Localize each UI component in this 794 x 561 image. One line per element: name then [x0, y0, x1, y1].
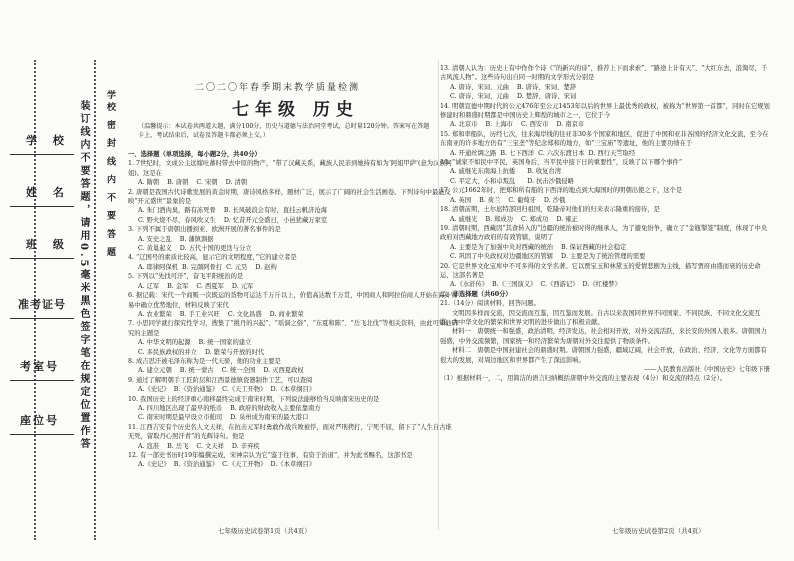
- binding-margin: [6, 60, 116, 540]
- school-label: 学 校: [26, 134, 70, 147]
- question-options[interactable]: A. 四川地区出现了最早的纸币 B. 政府的财政收入主要依靠南方 C. 南宋时期是最早设立市舶司 D. 泉州成为南宋的最大港口: [138, 404, 321, 422]
- question-text: 3. 下列不属于唐朝出播到亚、欧洲开展的著名事件的是: [128, 226, 281, 234]
- question-text: 6. 据记载：宋代一个商贩一次既运的货物可运达千万斤以上，价值高达数千万贯，中国商人和阿拉伯商人开始在海外贸易中确立优势地位，材料反映了宋代: [128, 292, 458, 309]
- class-label: 班 级: [26, 238, 70, 251]
- question-item: [128, 357, 458, 376]
- seat-label: 座位号: [20, 414, 59, 427]
- question-text: 4. “辽国号的素质比较高，显示它的文明程度，”它的建立者是: [128, 254, 297, 262]
- room-field[interactable]: [6, 358, 78, 398]
- question-21-heading: 21.（14分）阅读材料，回答问题。: [440, 300, 540, 308]
- question-21-lead: 文明因多样而交流，因交流而互鉴，因互鉴而发展。自古以来我国同世界不同国家、不同民族、不同文化交流互鉴，为中华文化的繁荣和世界文明的进步做出了积极贡献。: [440, 309, 761, 326]
- school-field[interactable]: [6, 132, 78, 172]
- question-item: [440, 262, 770, 290]
- room-label: 考室号: [20, 360, 59, 373]
- question-list-left: [128, 159, 458, 469]
- question-options[interactable]: A.《史记》 B.《资治通鉴》 C.《天工开物》 D.《本草纲目》: [138, 386, 316, 394]
- left-column: [128, 150, 458, 520]
- question-item: [440, 224, 770, 262]
- exam-number-label: 准考证号: [18, 298, 66, 311]
- question-options[interactable]: A. 开通丝绸之路 B. 七下西洋 C. 六次东渡日本 D. 西行天竺取经: [450, 149, 636, 157]
- material-1: 材料一 唐朝统一和强盛，政治清明，经济发达，社会相对开放，对外交流活跃，来长安的外国人很多。唐朝国力强盛，中外交流频繁，国家统一和经济繁荣为唐朝对外交往提供了物质条件。: [440, 328, 767, 345]
- question-text: 14. 明朝宣德中期时代的公元476年至公元1453年以后的世界上最优秀的政权，被称为“世界第一首都”，同时在它规划修建时和鼎盛时期都是中国历史上辉煌的城市之一，它位于今: [440, 102, 770, 120]
- question-options[interactable]: A. 耶律阿保机 B. 完颜阿骨打 C. 元昊 D. 赵构: [138, 263, 277, 271]
- question-item: [128, 188, 458, 226]
- question-options[interactable]: A. 中华文明的起源 B. 统一国家的建立 C. 多民族政权的并立 D. 繁荣与开放的时代: [138, 339, 265, 356]
- question-text: 2. 唐朝是我国古代诗歌发展的黄金时期，唐诗风格多样，题材广泛，展示了广阔的社会生活画卷。下列诗句中最能反映“开元盛世”景象的是: [128, 188, 451, 206]
- section-heading: 一、选择题（单项选择，每小题2分，共40分）: [128, 151, 261, 158]
- question-text: 10. 我国历史上的经济重心南移最终完成于南宋时期，下列说法能够恰当反映南宋历史的是: [128, 395, 380, 403]
- question-item: [128, 291, 458, 319]
- question-item: [128, 272, 458, 291]
- seal-notice: 装订线内不要答题，请用0.5毫米黑色签字笔在规定位置作答: [78, 100, 89, 452]
- question-text: 9. 通过了解明朝手工匠阶层和江西景德镇瓷器制作工艺，可以查阅: [128, 376, 313, 384]
- question-options[interactable]: A. 辽军 B. 金军 C. 西夏军 D. 元军: [138, 282, 254, 290]
- material-2: 材料二 唐朝是中国封建社会的鼎盛时期。唐朝国力强盛，疆域辽阔，社会开放，在政治、经济、文化等方面都有很大的发展，对周边地区和世界都产生了深远影响。: [440, 347, 767, 364]
- question-options[interactable]: A. 隋朝 B. 唐朝 C. 宋朝 D. 清朝: [138, 179, 247, 187]
- question-text: 11. 江西吉安有个历史名人文天祥，在抗击元军时勇敢作战兵败被俘，面对严刑拷打，宁死不屈，留下了“人生自古谁无死，留取丹心照汗青”的光辉诗句。他是: [128, 423, 452, 441]
- question-list-right: [440, 64, 770, 290]
- question-text: 15. 郑和率船队，历经七次，往来海岸线的往亚非30多个国家和地区，促进了中国和亚非各国的经济文化交流，至今在东南亚的许多地方仍有“三宝垄”等纪念郑和的地方，如“三宝庙”等遗址，他的主要功绩在于: [440, 130, 769, 148]
- seal-dotted-line: [94, 60, 104, 540]
- question-options[interactable]: A. 北京市 B. 上海市 C. 西安市 D. 南京市: [450, 121, 585, 129]
- question-options[interactable]: A. 戚继光 B. 郑成功 C. 郑成功 D. 雍正: [450, 215, 578, 223]
- question-options[interactable]: A. 建立元朝 B. 统一蒙古 C. 统一全国 D. 灭西夏政权: [138, 367, 304, 375]
- material-source: ——人民教育出版社《中国历史》七年级下册: [644, 366, 770, 373]
- seal-label: 学校 密 封 线 内 不 要 答 题: [105, 90, 115, 260]
- question-options[interactable]: A. 主要是为了加强中央对西藏的统治 B. 保证西藏的社会稳定 C. 巩固了中央政权对边疆地区的管辖 D. 主要是为了统治管理的需要: [450, 243, 646, 261]
- question-text: 17. 公元1662年时，把郑和所有船的下西洋的地点到大海国时的明朝出使之下，这个是: [440, 187, 683, 195]
- question-item: [128, 253, 458, 272]
- question-item: [440, 205, 770, 224]
- question-options[interactable]: A. 戚继光东南海上抗倭 B. 收复台湾 C. 平定大、小和卓叛乱 D. 抗击沙俄侵略: [450, 168, 574, 185]
- question-item: [128, 395, 458, 423]
- exam-title: 二〇二〇年春季期末教学质量检测: [195, 83, 361, 93]
- question-item: [440, 64, 770, 102]
- question-item: [440, 102, 770, 130]
- question-options[interactable]: A. 寇准 B. 岳飞 C. 文天祥 D. 辛弃疾: [138, 442, 260, 450]
- exam-number-field[interactable]: [6, 296, 78, 336]
- question-text: 7. 小思同学就行探究性学习，搜集了“挑丹的兴起”、“瑶洞之俗”、“东夏和陈”、“岳飞北伐”等相关资料，由此可知他研究的主题是: [128, 320, 458, 337]
- question-text: 8. 成吉思汗被毛泽东称为是一代天骄，他的功业主要是: [128, 357, 281, 365]
- question-text: 1. 7世纪时，文成公主远嫁吐蕃时带去中原的物产，“带了汉藏关系，藏族人民亲到她持有如为‘阿姐甲萨’(意为汉族阿姐)。这是在: [128, 160, 452, 177]
- question-options[interactable]: A. 朱门酒肉臭，路有冻死骨 B. 长风破浪会有时，直挂云帆济沧海 C. 野火烧不尽，春风吹又生 D. 忆昔开元全盛日，小邑犹藏万家室: [138, 207, 328, 224]
- name-field[interactable]: [6, 184, 78, 224]
- exam-tips: （温馨提示：本试卷共两道大题，满分100分，历史与道德与法治同堂考试，总时量120分钟。答案写在答题卡上，考试结束后，试卷及答题卡都必须上交。）: [138, 123, 430, 139]
- name-label: 姓 名: [26, 186, 70, 199]
- question-options[interactable]: A. 安史之乱 B. 藩镇割据 C. 黄巢起义 D. 五代十国的更迭与分立: [138, 235, 252, 253]
- question-item: [128, 376, 458, 395]
- question-item: [440, 130, 770, 158]
- question-text: 19. 清朝时期，西藏因“其食转入的”边疆的统治被时得的继承人，为了避免纷争，确立了“金瓶掣签”制度，体现了中央政府对西藏地方政府的有效管辖，说明了: [440, 224, 768, 242]
- question-item: [440, 186, 770, 205]
- question-item: [128, 423, 458, 451]
- question-item: [128, 319, 458, 357]
- question-options[interactable]: A. 农业繁荣 B. 手工业兴旺 C. 文化昌盛 D. 商业繁荣: [138, 310, 304, 318]
- question-21-ask: （1）根据材料一，二，用简洁的语言归纳概括唐朝中外交流的主要表现（4分）和交流的特点（2分）。: [440, 375, 726, 383]
- footer-page-2: 七年级历史试卷第2页（共4页）: [612, 527, 705, 535]
- footer-page-1: 七年级历史试卷第1页（共4页）: [218, 527, 311, 535]
- question-text: 18. 清朝前期，土尔扈特部回归祖国，乾隆帝对他们的归来表示隆重的接待，是: [440, 206, 660, 214]
- question-text: 20. 它是世界文化宝库中不可多得的文学名著。它以贾宝玉和林黛玉的爱情悲剧为主线，描写贾府由盛而衰的历史命运，这部名著是: [440, 262, 761, 279]
- question-text: 16. “诚家不如民中平民，英国身后，当平民中接下日的重要性”，反映了以下哪个事件”: [440, 159, 683, 167]
- question-options[interactable]: A.《水浒传》 B.《三国演义》 C.《西游记》 D.《红楼梦》: [450, 281, 621, 289]
- question-options[interactable]: A. 唐诗、宋词、元曲 B. 唐诗、宋词、楚辞 C. 唐诗、宋词、元曲 D. 楚辞、唐诗、宋词: [450, 83, 577, 101]
- question-text: 13. 清朝人认为：历史上有中作作个诗《“的新兴的诗”，推荐上下而求索”、“路途上计有天”、“大红东去，浪淘尽，千古风流人物”。这些诗句出自同一时期的文学形式分别是: [440, 65, 768, 82]
- question-item: [128, 159, 458, 187]
- question-item: [128, 451, 458, 470]
- page-divider: [438, 60, 439, 530]
- subject-title: 七年级 历史: [232, 100, 359, 120]
- section-heading-2: 二、非选择题（共60分）: [440, 290, 512, 298]
- question-options[interactable]: A. 英国 B. 荷兰 C. 葡萄牙 D. 沙俄: [450, 196, 566, 204]
- question-text: 5. 下列以“先找可汗”，奋飞平阳统治的是: [128, 273, 244, 281]
- question-item: [440, 158, 770, 186]
- question-item: [128, 225, 458, 253]
- question-text: 12. 有一部史书历时19年编撰完成，宋神宗认为它“鉴于往事，有资于治道”，并为此书赐名，这部书是: [128, 452, 413, 459]
- right-column: [440, 64, 770, 546]
- seat-field[interactable]: [6, 412, 78, 452]
- question-options[interactable]: A.《史记》 B.《资治通鉴》 C.《天工开物》 D.《本草纲目》: [138, 461, 316, 469]
- class-field[interactable]: [6, 236, 78, 276]
